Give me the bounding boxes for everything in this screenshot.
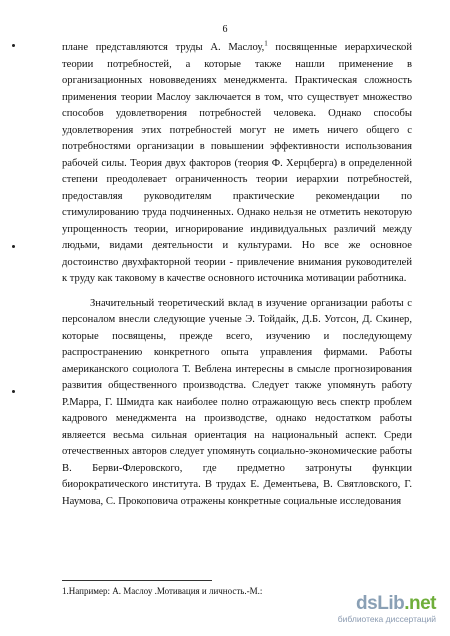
- paragraph-1: [62, 40, 412, 288]
- paragraph-2: Значительный теоретический вклад в изучение организации работы с персоналом внесли следующие ученые Э. Тойдайк, Д.Б. Уотсон, Д. Скинер, которые посвящены, прежде всего, изучению и последующему распространению конкретного опыта управления фирмами. Работы американского социолога Т. Веблена интересны в смысле прогнозирования развития общественного производства. Следует также упомянуть работу Р.Марра, Г. Шмидта как наиболее полно отражающую весь спектр проблем кадрового менеджмента на производстве, однако недостатком работы являеется весьма сильная ориентация на национальный аспект. Среди отечественных авторов следует упомянуть социально-экономические работы В. Берви-Флеровского, где предметно затронуты функции биорократического института. В трудах Е. Дементьева, В. Святловского, Г. Наумова, С. Прокоповича отражены конкретные социальные исследования: [62, 297, 412, 507]
- paragraph-1-lead: плане представляются труды А. Маслоу,: [62, 42, 265, 53]
- watermark-logo-tld: .net: [404, 593, 436, 614]
- margin-mark: [12, 44, 15, 47]
- margin-mark: [12, 390, 15, 393]
- footnote-divider: [62, 580, 212, 581]
- watermark-logo-main: dsLib: [356, 593, 405, 614]
- body-text: [62, 40, 412, 510]
- footnote: 1.Например: А. Маслоу .Мотивация и личность.-М.:: [62, 586, 263, 596]
- watermark: [338, 594, 436, 624]
- paragraph-1-rest: посвященные иерархической теории потребностей, а которые также нашли применение в организационных нововведениях менеджмента. Практическая сложность применения теории Маслоу заключается в том, что существует множество способов удовлетворения потребностей человека. Однако способы удовлетворения этих потребностей могут не иметь ничего общего с потребностями организации в повышении эффективности использования рабочей силы. Теория двух факторов (теория Ф. Херцберга) в определенной степени преодолевает ограниченность теории иерархии потребностей, предоставляя руководителям практические рекомендации по стимулированию труда подчиненных. Однако нельзя не отметить некоторую упрощенность теории, игнорирование индивидуальных различий между людьми, видами деятельности и культурами. Но все же основное достоинство двухфакторной теории - привлечение внимания руководителей к труду как таковому в качестве основного источника мотивации работника.: [62, 42, 412, 284]
- page-number: 6: [222, 24, 228, 35]
- watermark-logo: [338, 594, 436, 614]
- margin-mark: [12, 245, 15, 248]
- footnote-reference: 1: [264, 39, 268, 48]
- watermark-subtitle: библиотека диссертаций: [337, 614, 436, 624]
